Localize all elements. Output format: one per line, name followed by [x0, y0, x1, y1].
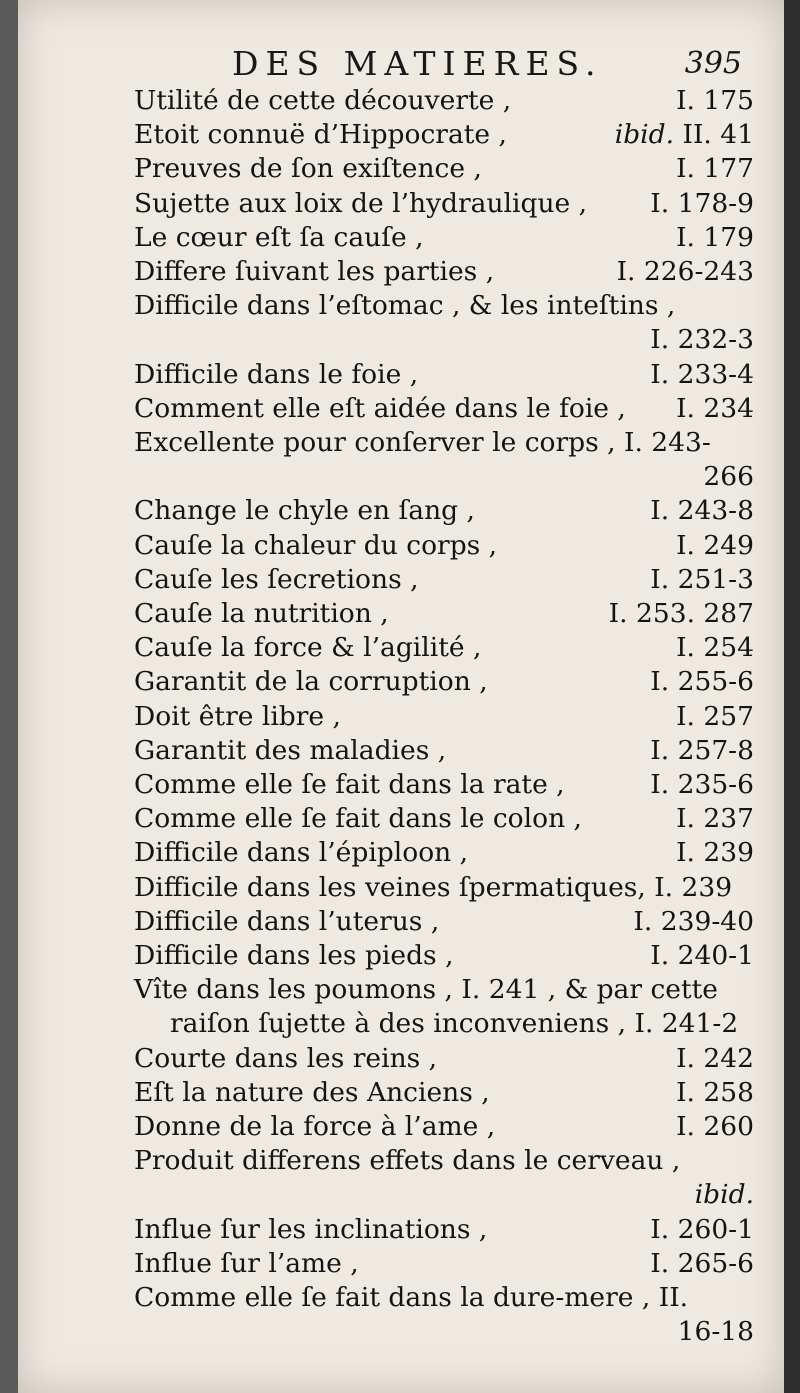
index-entry — [134, 289, 754, 323]
index-entry — [134, 768, 754, 802]
entry-text: Difficile dans les veines ſpermatiques, I. 239 — [134, 871, 733, 903]
entry-page-ref: I. 235-6 — [650, 769, 754, 800]
entry-text: Donne de la force à l’ame , — [134, 1111, 496, 1142]
index-entry — [134, 1144, 754, 1178]
index-entry — [134, 358, 754, 392]
index-entry — [134, 802, 754, 836]
entry-text: Sujette aux loix de l’hydraulique , — [134, 187, 588, 219]
entry-text: Le cœur eſt ſa cauſe , — [134, 221, 424, 253]
entry-text: Preuves de ſon exiſtence , — [134, 153, 482, 185]
entry-page-ref: I. 177 — [676, 153, 754, 185]
entry-page-ref: I. 179 — [676, 221, 754, 253]
entry-page-ref: ibid. — [694, 1179, 754, 1211]
entry-page-ref: 16-18 — [677, 1316, 754, 1348]
entry-text: Cauſe la nutrition , — [134, 598, 389, 629]
index-entry — [134, 221, 754, 255]
entry-text: Utilité de cette découverte , — [134, 85, 512, 116]
index-entry — [134, 1213, 754, 1247]
entry-text: Cauſe les ſecretions , — [134, 563, 419, 595]
index-entry — [134, 84, 754, 118]
entry-text: Cauſe la chaleur du corps , — [134, 529, 498, 561]
entry-text: Comme elle ſe fait dans le colon , — [134, 803, 582, 835]
entry-text: Garantit de la corruption , — [134, 666, 488, 698]
index-entries — [18, 0, 784, 1393]
index-entry — [134, 597, 754, 631]
index-entry — [134, 973, 754, 1007]
entry-page-ref: I. 257-8 — [650, 734, 754, 766]
entry-page-ref: I. 265-6 — [650, 1247, 754, 1279]
entry-text: Influe ſur les inclinations , — [134, 1213, 488, 1245]
entry-text: Difficile dans le foie , — [134, 358, 419, 390]
entry-text: Change le chyle en ſang , — [134, 495, 475, 527]
entry-text: Excellente pour conſerver le corps , I. 243- — [134, 427, 711, 458]
entry-page-ref: I. 178-9 — [650, 187, 754, 219]
index-entry — [134, 836, 754, 870]
index-entry — [134, 1281, 754, 1315]
entry-page-ref: I. 253. 287 — [608, 598, 754, 629]
entry-ref-number: II. 41 — [682, 119, 754, 151]
entry-page-ref: I. 260 — [676, 1111, 754, 1142]
index-entry — [134, 631, 754, 665]
entry-page-ref: I. 243-8 — [650, 495, 754, 527]
entry-page-ref — [615, 118, 754, 152]
entry-page-ref: I. 240-1 — [650, 940, 754, 971]
entry-page-ref: I. 257 — [676, 700, 754, 732]
index-entry — [134, 1247, 754, 1281]
entry-page-ref: I. 175 — [676, 85, 754, 116]
entry-page-ref: I. 226-243 — [616, 256, 754, 287]
entry-text: Difficile dans l’eſtomac , & les inteſtins , — [134, 290, 676, 322]
entry-text: Vîte dans les poumons , I. 241 , & par cette — [134, 974, 718, 1006]
index-entry — [134, 871, 754, 905]
entry-text: Comme elle ſe fait dans la rate , — [134, 769, 565, 800]
entry-text: Comment elle eſt aidée dans le foie , — [134, 392, 626, 424]
entry-text: Etoit connuë d’Hippocrate , — [134, 119, 507, 151]
entry-page-ref: I. 255-6 — [650, 666, 754, 698]
header-title: DES MATIERES. — [232, 44, 603, 83]
entry-text: Comme elle ſe fait dans la dure-mere , II. — [134, 1282, 689, 1313]
index-entry — [134, 152, 754, 186]
entry-text: Difficile dans l’épiploon , — [134, 837, 469, 869]
entry-page-ref: I. 237 — [676, 803, 754, 835]
entry-text: Doit être libre , — [134, 700, 341, 732]
index-entry — [134, 118, 754, 152]
entry-page-ref: I. 234 — [676, 392, 754, 424]
index-entry — [134, 665, 754, 699]
entry-page-ref: 266 — [703, 461, 754, 493]
entry-text: Cauſe la force & l’agilité , — [134, 632, 482, 664]
entry-page-ref: I. 233-4 — [650, 358, 754, 390]
index-entry — [134, 700, 754, 734]
entry-page-ref: I. 242 — [676, 1042, 754, 1074]
index-entry — [134, 563, 754, 597]
index-entry — [134, 1076, 754, 1110]
entry-text: raiſon ſujette à des inconveniens , I. 241-2 — [170, 1008, 739, 1040]
entry-page-ref: I. 251-3 — [650, 563, 754, 595]
entry-page-ref: I. 239 — [676, 837, 754, 869]
index-entry — [134, 255, 754, 289]
book-page — [18, 0, 784, 1393]
entry-page-ref: I. 232-3 — [650, 324, 754, 356]
index-entry — [134, 1178, 754, 1212]
entry-page-ref: I. 260-1 — [650, 1213, 754, 1245]
index-entry — [134, 1110, 754, 1144]
entry-text: Difficile dans les pieds , — [134, 940, 454, 971]
entry-text: Eſt la nature des Anciens , — [134, 1076, 490, 1108]
entry-text: Influe ſur l’ame , — [134, 1247, 359, 1279]
entry-page-ref: I. 254 — [676, 632, 754, 664]
entry-text: Difficile dans l’uterus , — [134, 905, 440, 937]
entry-page-ref: I. 258 — [676, 1076, 754, 1108]
entry-text: Courte dans les reins , — [134, 1042, 438, 1074]
index-entry — [134, 187, 754, 221]
entry-text: Produit differens effets dans le cerveau , — [134, 1145, 681, 1177]
index-entry — [134, 529, 754, 563]
index-entry — [134, 323, 754, 357]
index-entry — [134, 905, 754, 939]
entry-text: Garantit des maladies , — [134, 734, 447, 766]
index-entry — [134, 734, 754, 768]
entry-text: Differe ſuivant les parties , — [134, 256, 495, 287]
index-entry — [134, 1315, 754, 1349]
index-entry — [134, 426, 754, 460]
index-entry — [134, 392, 754, 426]
index-entry — [134, 939, 754, 973]
page-number: 395 — [684, 46, 742, 81]
entry-page-ref: I. 249 — [676, 529, 754, 561]
index-entry — [134, 1042, 754, 1076]
index-entry — [134, 494, 754, 528]
index-entry — [134, 1007, 754, 1041]
index-entry — [134, 460, 754, 494]
scan-edge — [784, 0, 800, 1393]
entry-page-ref: I. 239-40 — [633, 905, 754, 937]
entry-ref-prefix: ibid. — [614, 119, 675, 151]
